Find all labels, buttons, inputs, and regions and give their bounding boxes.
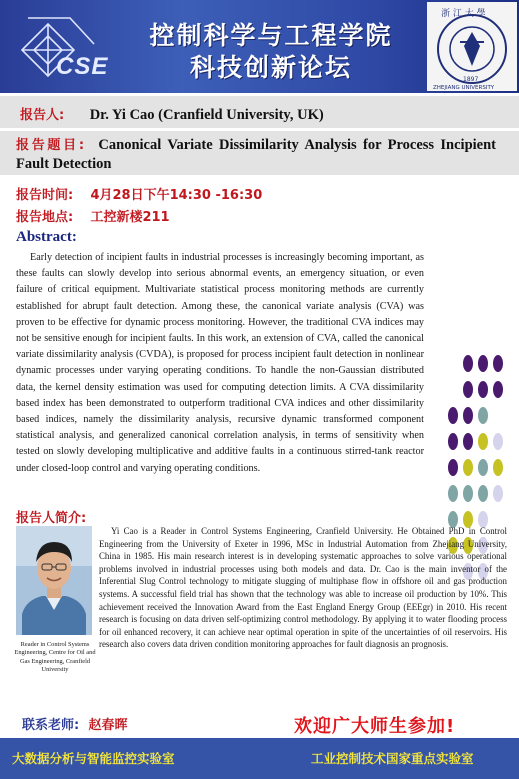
time-row: [16, 184, 262, 203]
decorative-dot: [448, 433, 458, 450]
time-value: 4月28日下午14:30 -16:30: [90, 188, 263, 203]
contact-row: [22, 714, 127, 733]
location-value: 工控新楼211: [90, 210, 170, 225]
abstract-heading: Abstract:: [16, 229, 77, 245]
decorative-dot: [493, 433, 503, 450]
page-title: [118, 20, 424, 84]
decorative-dot: [463, 485, 473, 502]
welcome-text: 欢迎广大师生参加!: [294, 716, 456, 737]
abstract-text: Early detection of incipient faults in industrial processes is increasingly becoming important, as these faults can slowly develop into serious abnormal events, an emergency situation, or even failure of critical equipment. Multivariate statistical process monitoring methods are currently established for abrupt fault detection. Among these, the canonical variate analysis (CVA) was proven to be effective for dynamic process monitoring. However, the traditional CVA indices may not be sensitive enough for incipient faults. In this work, an extension of CVA, called the canonical variate dissimilarity analysis (CVDA), is proposed for process incipient fault detection in nonlinear dynamic processes under varying operating conditions. To handle the non-Gaussian distributed data, the kernel density estimation was used for computing detection limits. A CVA dissimilarity based index has been demonstrated to outperform traditional CVA indices and other dissimilarity based indices, namely the dissimilarity analysis, recursive dynamic transformed component statistical analysis, and generalized canonical correlation analysis, in terms of sensitivity when tested on slowly developing multiplicative and additive faults in a continuous stirred-tank reactor under closed-loop control and varying operating conditions.: [16, 252, 424, 474]
speaker-row: [20, 104, 324, 124]
location-row: [16, 206, 170, 225]
decorative-dot: [493, 355, 503, 372]
contact-name: 赵春晖: [88, 718, 128, 733]
decorative-dot: [493, 381, 503, 398]
footer-lab-right: 工业控制技术国家重点实验室: [311, 751, 474, 766]
svg-text:ZHEJIANG UNIVERSITY: ZHEJIANG UNIVERSITY: [433, 85, 495, 91]
speaker-name: Dr. Yi Cao (Cranfield University, UK): [89, 107, 324, 123]
decorative-dot: [478, 459, 488, 476]
footer-lab-left: 大数据分析与智能监控实验室: [12, 751, 175, 766]
header-banner: [0, 0, 519, 93]
bio-label: 报告人简介:: [16, 511, 87, 526]
topic-title: Canonical Variate Dissimilarity Analysis for Process Incipient Fault Detection: [16, 137, 496, 172]
decorative-dot: [448, 485, 458, 502]
photo-caption: Reader in Control Systems Engineering, Centre for Oil and Gas Engineering, Cranfield University: [14, 641, 96, 674]
decorative-dot: [493, 485, 503, 502]
decorative-dot: [463, 355, 473, 372]
decorative-dot: [448, 407, 458, 424]
title-line-2: 科技创新论坛: [189, 53, 352, 82]
decorative-dot: [463, 459, 473, 476]
footer-bar: [0, 738, 519, 779]
title-line-1: 控制科学与工程学院: [149, 21, 393, 50]
speaker-portrait-icon: [16, 526, 92, 635]
decorative-dot: [463, 433, 473, 450]
decorative-dot: [448, 459, 458, 476]
topic-row: [16, 136, 496, 174]
time-label: 报告时间:: [16, 188, 74, 203]
svg-text:浙 江 大 學: 浙 江 大 學: [441, 9, 486, 19]
speaker-photo: [16, 526, 92, 635]
contact-label: 联系老师:: [22, 718, 80, 733]
decorative-dot: [478, 381, 488, 398]
zhejiang-university-seal-icon: [427, 2, 517, 91]
decorative-dot: [493, 459, 503, 476]
decorative-dot: [478, 355, 488, 372]
location-label: 报告地点:: [16, 210, 74, 225]
decorative-dot: [478, 485, 488, 502]
topic-label: 报告题目:: [16, 138, 85, 153]
decorative-dot: [478, 407, 488, 424]
speaker-label: 报告人:: [20, 108, 65, 123]
cse-logo-text: CSE: [56, 53, 109, 80]
bio-text: Yi Cao is a Reader in Control Systems Engineering, Cranfield University. He Obtained PhD in Control Engineering from the University of Exeter in 1996, MSc in Industrial Automation from Zhejiang University, China in 1985. His main research interest is in developing systematic approaches to solve various operational problems involved in industrial processes using both models and data. Dr. Cao is the main inventor of the Inferential Slug Control technology to mitigate slugging of multiphase flow in offshore oil and gas production systems. A successful field trial has shown that the technology was able to increase oil production by 10%. This achievement received the Innovation Award from the East England Energy Group (EEEgr) in 2010. His recent research is focusing on data driven self-optimizing control methodology. By applying it to water flooding process for oil enhanced recovery, it can achieve near optimal operation in spite of the uncertainties of oil reservoirs. His research also covers data driven condition monitoring approaches for fault diagnosis an prognosis.: [99, 526, 507, 650]
svg-text:1897: 1897: [463, 76, 479, 83]
decorative-dot: [478, 433, 488, 450]
decorative-dot: [463, 407, 473, 424]
decorative-dot: [463, 381, 473, 398]
